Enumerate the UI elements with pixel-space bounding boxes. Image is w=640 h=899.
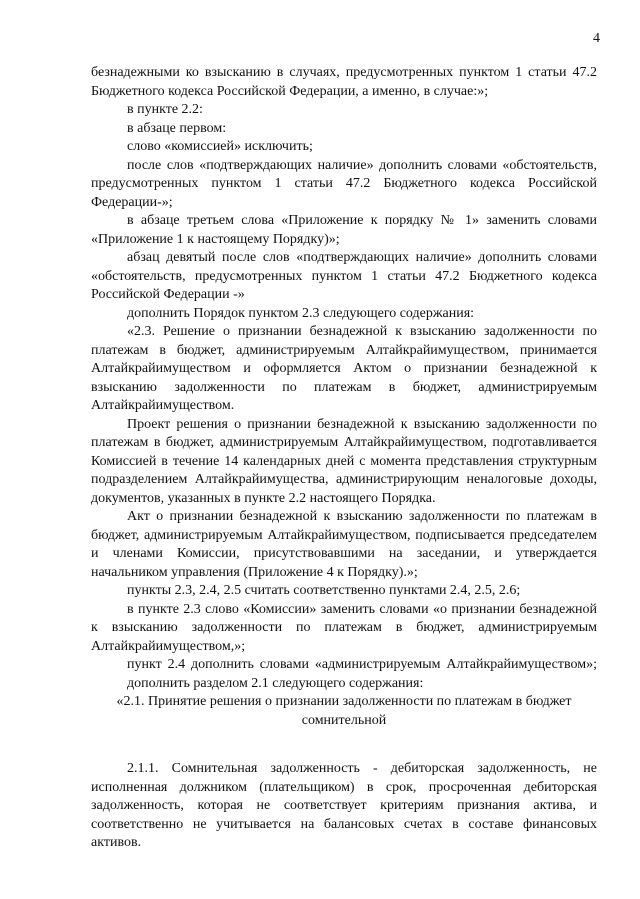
paragraph: в пункте 2.2: (127, 102, 203, 117)
document-body (91, 64, 597, 853)
page-number: 4 (593, 31, 600, 46)
paragraph: после слов «подтверждающих наличие» дополнить словами «обстоятельств, предусмотренных пунктом 1 статьи 47.2 Бюджетного кодекса Российской Федерации-»; (91, 157, 597, 210)
paragraph: пункты 2.3, 2.4, 2.5 считать соответственно пунктами 2.4, 2.5, 2.6; (127, 583, 521, 598)
paragraph: пункт 2.4 дополнить словами «администрируемым Алтайкрайимуществом»; (127, 657, 597, 672)
spacer (91, 730, 597, 760)
paragraph: абзац девятый после слов «подтверждающих наличие» дополнить словами «обстоятельств, предусмотренных пунктом 1 статьи 47.2 Бюджетного кодекса Российской Федерации -» (91, 250, 597, 302)
section-heading: «2.1. Принятие решения о признании задолженности по платежам в бюджет сомнительной (116, 694, 572, 728)
paragraph: Проект решения о признании безнадежной к взысканию задолженности по платежам в бюджет, администрируемым Алтайкрайимуществом, подготавливается Комиссией в течение 14 календарных дней с момента представления структурным подразделением Алтайкрайимущества, администрирующим неналоговые доходы, документов, указанных в пункте 2.2 настоящего Порядка. (91, 416, 597, 506)
paragraph: слово «комиссией» исключить; (127, 139, 313, 154)
paragraph: безнадежными ко взысканию в случаях, предусмотренных пунктом 1 статьи 47.2 Бюджетного кодекса Российской Федерации, а именно, в случае:»; (91, 65, 597, 99)
paragraph: 2.1.1. Сомнительная задолженность - дебиторская задолженность, не исполненная должником (плательщиком) в срок, просроченная дебиторская задолженность, которая не соответствует критериям признания актива, и соответственно не учитывается на балансовых счетах в составе финансовых активов. (91, 761, 597, 850)
paragraph: дополнить Порядок пунктом 2.3 следующего содержания: (127, 305, 475, 321)
paragraph: в абзаце третьем слова «Приложение к порядку № 1» заменить словами «Приложение 1 к настоящему Порядку)»; (91, 213, 597, 247)
paragraph: в абзаце первом: (127, 120, 227, 136)
paragraph: «2.3. Решение о признании безнадежной к взысканию задолженности по платежам в бюджет, администрируемым Алтайкрайимуществом, принимается Алтайкрайимуществом и оформляется Актом о признании безнадежной к взысканию задолженности по платежам в бюджет, администрируемым Алтайкрайимуществом. (91, 324, 597, 413)
paragraph: в пункте 2.3 слово «Комиссии» заменить словами «о признании безнадежной к взысканию задолженности по платежам в бюджет, администрируемым Алтайкрайимуществом,»; (91, 601, 597, 654)
paragraph: Акт о признании безнадежной к взысканию задолженности по платежам в бюджет, администрируемым Алтайкрайимуществом, подписывается председателем и членами Комиссии, присутствовавшими на заседании, и утверждается начальником управления (Приложение 4 к Порядку).»; (91, 509, 597, 580)
paragraph: дополнить разделом 2.1 следующего содержания: (127, 675, 424, 691)
